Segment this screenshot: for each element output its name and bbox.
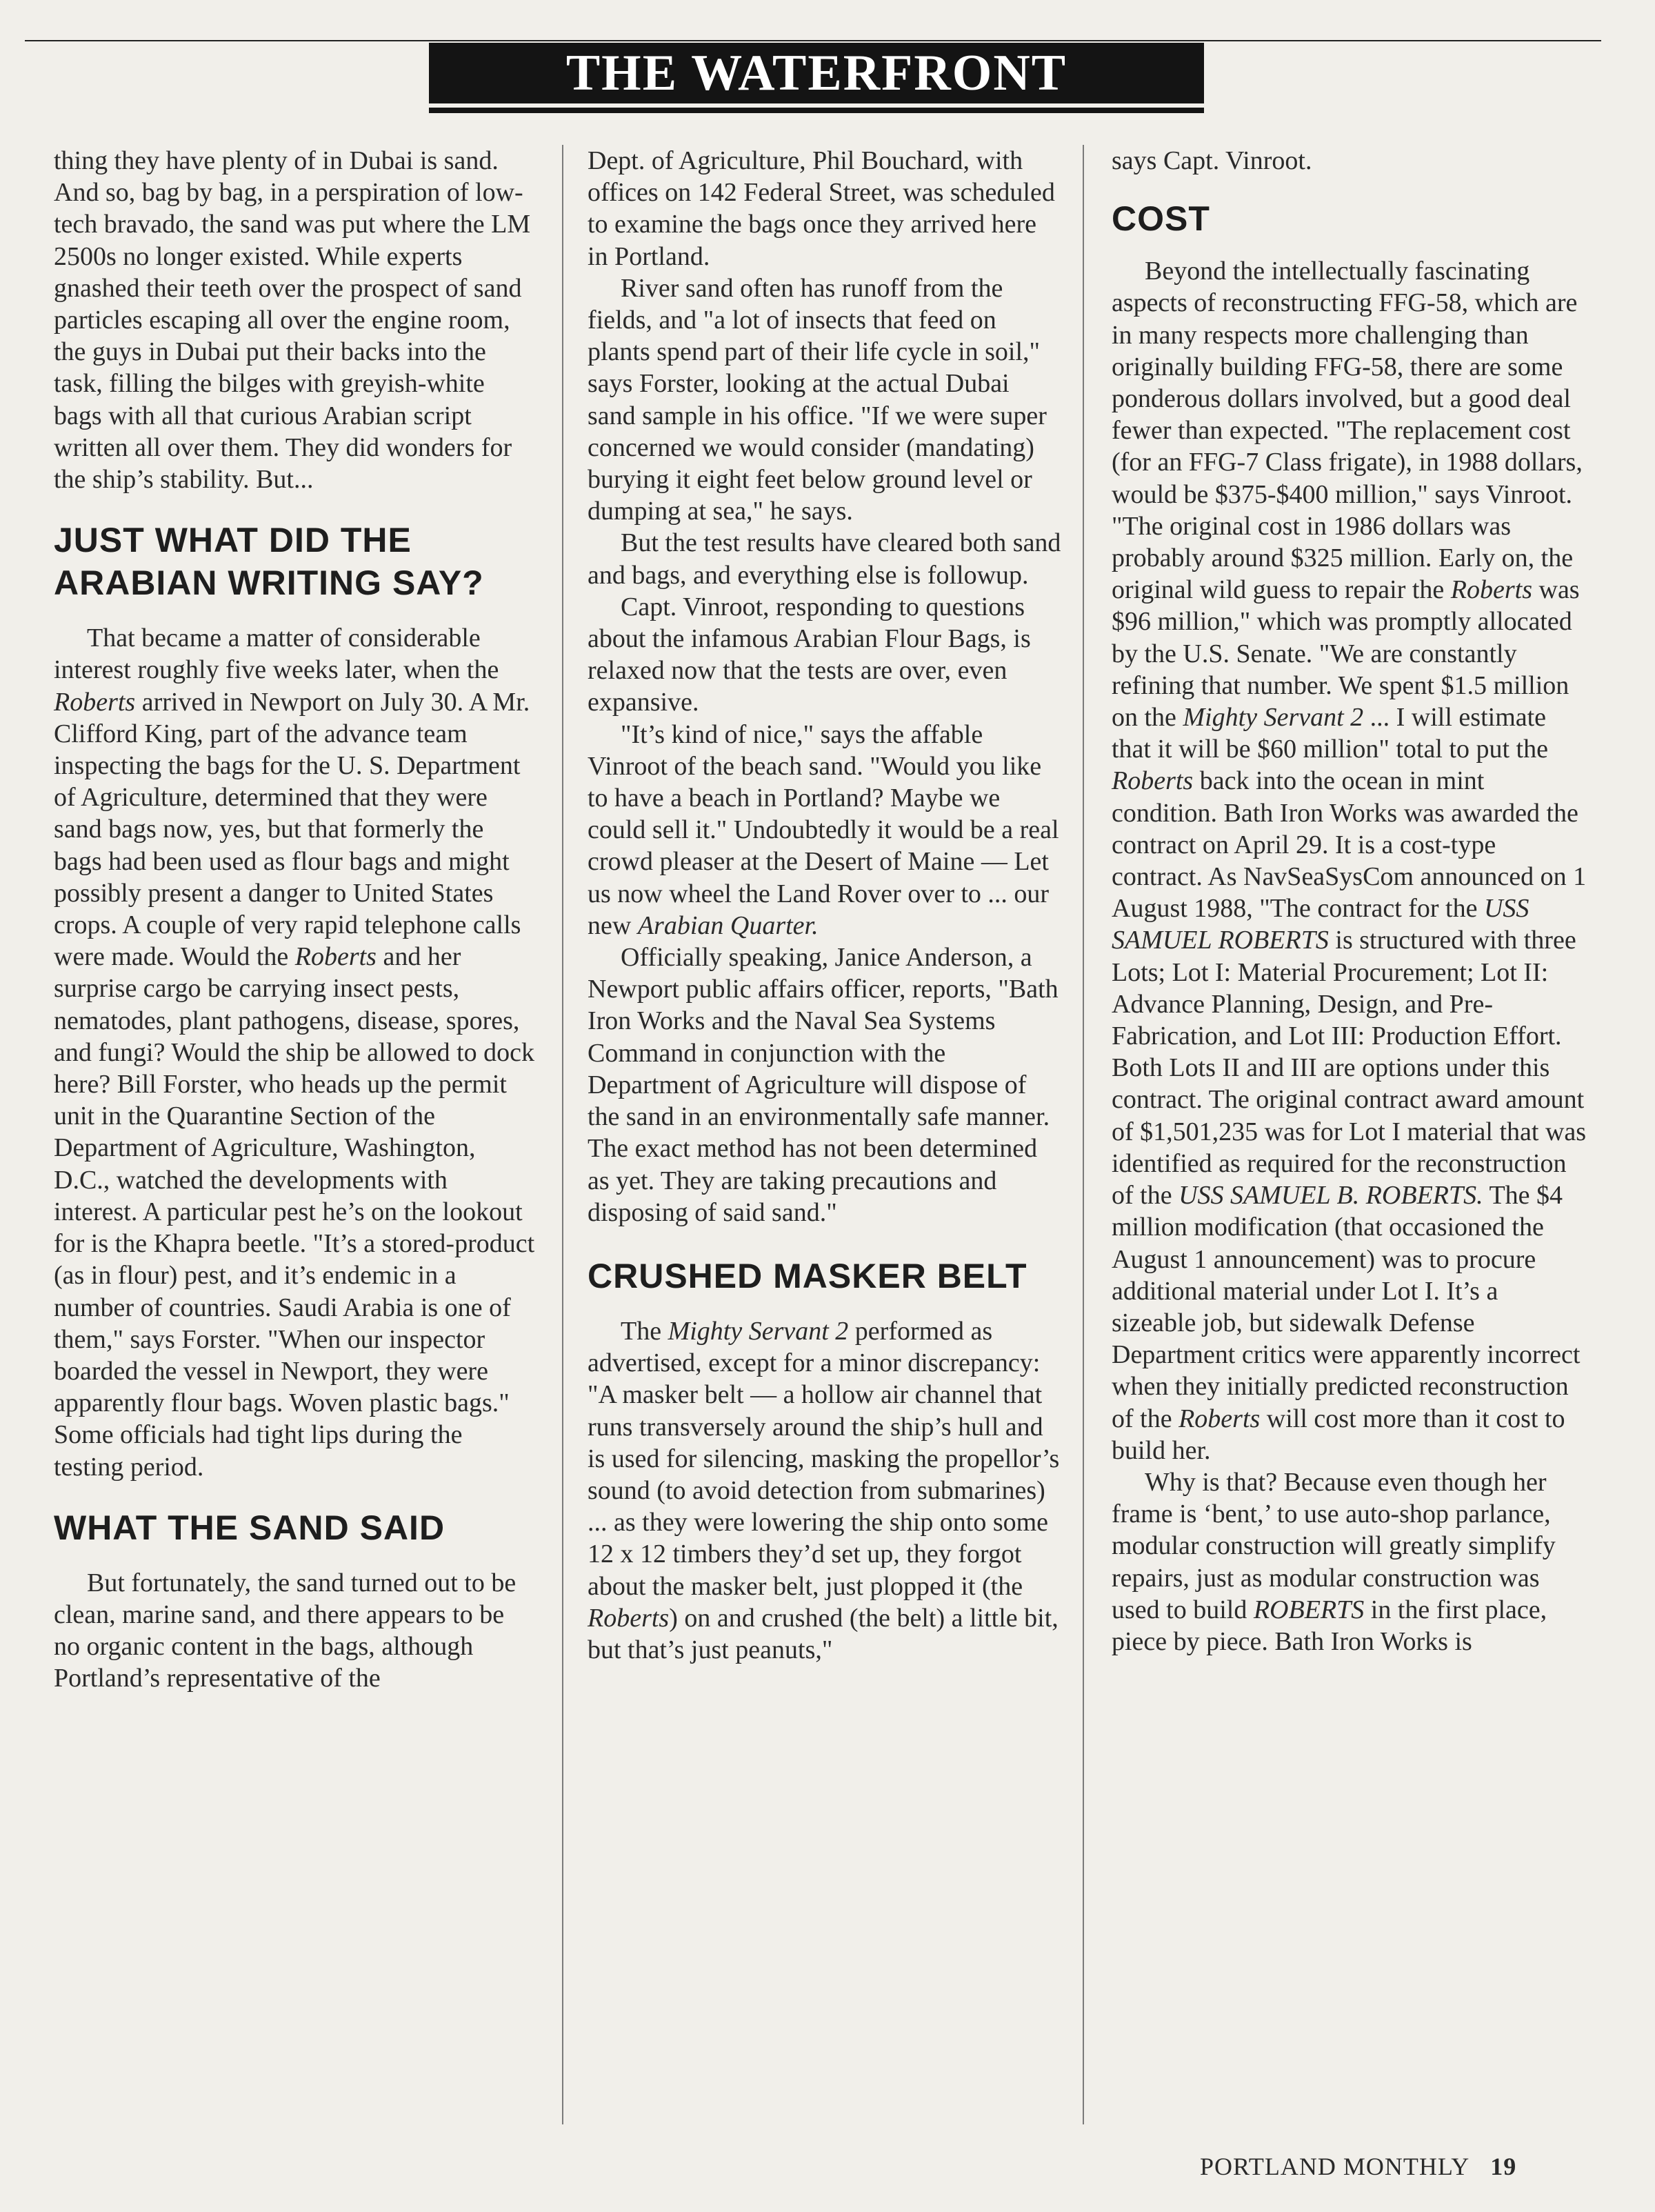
top-rule (25, 40, 1601, 41)
paragraph: Why is that? Because even though her frame is ‘bent,’ to use auto-shop parlance, modular construction will greatly simplify repairs, just as modular construction was used to build ROBERTS in the first place, piece by piece. Bath Iron Works is (1112, 1467, 1556, 1656)
paragraph: But fortunately, the sand turned out to be clean, marine sand, and there appears to be no organic content in the bags, although Portland’s representative of the (54, 1568, 516, 1693)
paragraph: Officially speaking, Janice Anderson, a Newport public affairs officer, reports, "Bath Iron Works and the Naval Sea Systems Command in conjunction with the Department of Agriculture will dispose of the sand in an environmentally safe manner. The exact method has not been determined as yet. They are taking precautions and disposing of said sand." (588, 943, 1059, 1227)
paragraph: Dept. of Agriculture, Phil Bouchard, with offices on 142 Federal Street, was scheduled to examine the bags once they arrived here in Portland. (588, 146, 1055, 271)
publication-name: PORTLAND MONTHLY (1200, 2153, 1470, 2180)
article-column-3 (1112, 145, 1587, 1657)
paragraph: Capt. Vinroot, responding to questions about the infamous Arabian Flour Bags, is relaxed now that the tests are over, even expansive. (588, 592, 1031, 717)
page-number: 19 (1490, 2153, 1517, 2180)
paragraph: River sand often has runoff from the fields, and "a lot of insects that feed on plants spend part of their life cycle in soil," says Forster, looking at the actual Dubai sand sample in his office. "If we were super concerned we would consider (mandating) burying it eight feet below ground level or dumping at sea," he says. (588, 273, 1047, 526)
subheading: CRUSHED MASKER BELT (588, 1256, 1027, 1295)
page-footer (1200, 2152, 1516, 2181)
banner-underline (429, 108, 1204, 113)
paragraph: But the test results have cleared both sand and bags, and everything else is followup. (588, 528, 1061, 590)
column-divider (562, 145, 563, 2124)
article-column-1 (54, 145, 536, 1695)
subheading: JUST WHAT DID THE ARABIAN WRITING SAY? (54, 521, 484, 603)
subheading: COST (1112, 199, 1210, 239)
paragraph: Beyond the intellectually fascinating aspects of reconstructing FFG-58, which are in many respects more challenging than originally building FFG-58, there are some ponderous dollars involved, but a good deal fewer than expected. "The replacement cost (for an FFG-7 Class frigate), in 1988 dollars, would be $375-$400 million," says Vinroot. "The original cost in 1986 dollars was probably around $325 million. Early on, the original wild guess to repair the Roberts was $96 million," which was promptly allocated by the U.S. Senate. "We are constantly refining that number. We spent $1.5 million on the Mighty Servant 2 ... I will estimate that it will be $60 million" total to put the Roberts back into the ocean in mint condition. Bath Iron Works was awarded the contract on April 29. It is a cost-type contract. As NavSeaSysCom announced on 1 August 1988, "The contract for the USS SAMUEL ROBERTS is structured with three Lots; Lot I: Material Procurement; Lot II: Advance Planning, Design, and Pre-Fabrication, and Lot III: Production Effort. Both Lots II and III are options under this contract. The original contract award amount of $1,501,235 was for Lot I material that was identified as required for the reconstruction of the USS SAMUEL B. ROBERTS. The $4 million modification (that occasioned the August 1 announcement) was to procure additional material under Lot I. It’s a sizeable job, but sidewalk Defense Department critics were apparently incorrect when they initially predicted reconstruction of the Roberts will cost more than it cost to build her. (1112, 257, 1587, 1465)
paragraph: "It’s kind of nice," says the affable Vinroot of the beach sand. "Would you like to have a beach in Portland? Maybe we could sell it." Undoubtedly it would be a real crowd pleaser at the Desert of Maine — Let us now wheel the Land Rover over to ... our new Arabian Quarter. (588, 719, 1059, 940)
paragraph: The Mighty Servant 2 performed as advertised, except for a minor discrepancy: "A masker belt — a hollow air channel that runs transversely around the ship’s hull and is used for silencing, masking the propellor’s sound (to avoid detection from submarines) ... as they were lowering the ship onto some 12 x 12 timbers they’d set up, they forgot about the masker belt, just plopped it (the Roberts) on and crushed (the belt) a little bit, but that’s just peanuts," (588, 1316, 1060, 1664)
paragraph: says Capt. Vinroot. (1112, 146, 1312, 175)
section-banner: THE WATERFRONT (429, 43, 1204, 103)
article-column-2 (588, 145, 1063, 1666)
column-divider (1083, 145, 1084, 2124)
paragraph: thing they have plenty of in Dubai is sand. And so, bag by bag, in a perspiration of low-tech bravado, the sand was put where the LM 2500s no longer existed. While experts gnashed their teeth over the prospect of sand particles escaping all over the engine room, the guys in Dubai put their backs into the task, filling the bilges with greyish-white bags with all that curious Arabian script written all over them. They did wonders for the ship’s stability. But... (54, 146, 531, 495)
subheading: WHAT THE SAND SAID (54, 1508, 445, 1547)
paragraph: That became a matter of considerable interest roughly five weeks later, when the Roberts arrived in Newport on July 30. A Mr. Clifford King, part of the advance team inspecting the bags for the U. S. Department of Agriculture, determined that they were sand bags now, yes, but that formerly the bags had been used as flour bags and might possibly present a danger to United States crops. A couple of very rapid telephone calls were made. Would the Roberts and her surprise cargo be carrying insect pests, nematodes, plant pathogens, disease, spores, and fungi? Would the ship be allowed to dock here? Bill Forster, who heads up the permit unit in the Quarantine Section of the Department of Agriculture, Washington, D.C., watched the developments with interest. A particular pest he’s on the lookout for is the Khapra beetle. "It’s a stored-product (as in flour) pest, and it’s endemic in a number of countries. Saudi Arabia is one of them," says Forster. "When our inspector boarded the vessel in Newport, they were apparently flour bags. Woven plastic bags." Some officials had tight lips during the testing period. (54, 624, 535, 1482)
